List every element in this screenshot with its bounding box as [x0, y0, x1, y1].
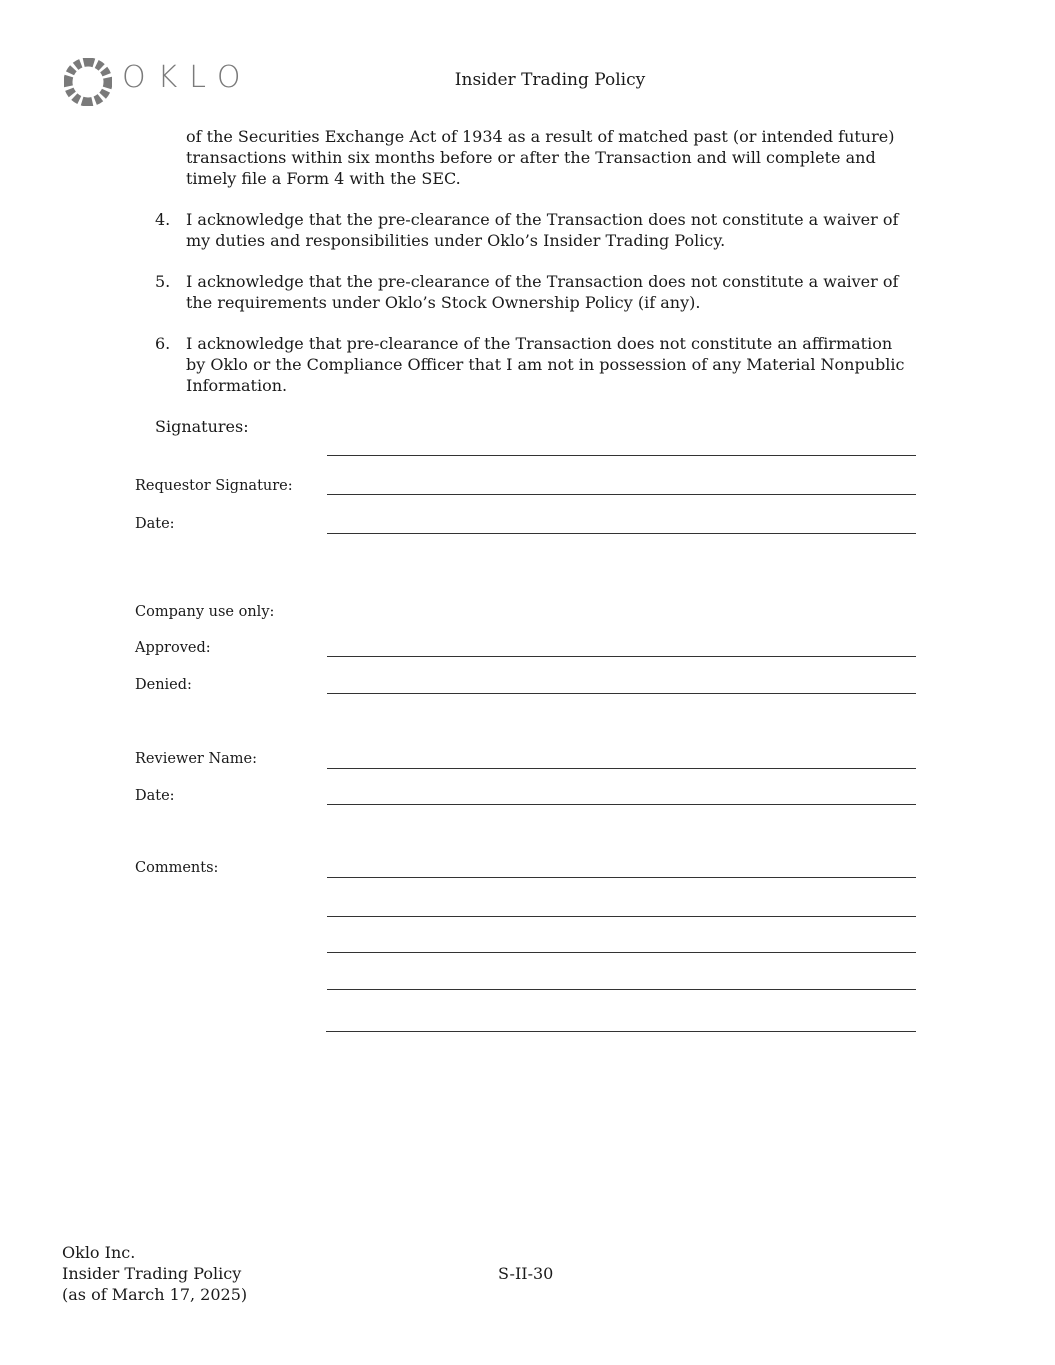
approved-line[interactable] — [327, 656, 916, 657]
list-item-number: 5. — [155, 272, 171, 291]
page-number: S-II-30 — [498, 1264, 554, 1283]
reviewer-name-label: Reviewer Name: — [135, 751, 257, 767]
date-label: Date: — [135, 516, 175, 532]
list-item-text: I acknowledge that the pre-clearance of the Transaction does not constitute a waiver of the requirements under Oklo’s Stock Ownership Policy (if any). — [186, 272, 899, 312]
comments-line[interactable] — [327, 989, 916, 990]
reviewer-name-line[interactable] — [327, 768, 916, 769]
logo-wordmark: OKLO — [122, 60, 253, 95]
footer-company: Oklo Inc. — [62, 1243, 136, 1262]
reviewer-date-label: Date: — [135, 788, 175, 804]
comments-line[interactable] — [327, 916, 916, 917]
approved-label: Approved: — [135, 640, 211, 656]
list-item-number: 6. — [155, 334, 171, 353]
signature-line[interactable] — [327, 455, 916, 456]
denied-label: Denied: — [135, 677, 192, 693]
footer-as-of: (as of March 17, 2025) — [62, 1285, 248, 1304]
reviewer-date-line[interactable] — [327, 804, 916, 805]
company-use-only-label: Company use only: — [135, 604, 275, 620]
date-line[interactable] — [327, 533, 916, 534]
requestor-signature-label: Requestor Signature: — [135, 478, 293, 494]
comments-line[interactable] — [327, 877, 916, 878]
comments-line[interactable] — [326, 1031, 916, 1032]
page-title: Insider Trading Policy — [454, 70, 646, 90]
footer-doc-title: Insider Trading Policy — [62, 1264, 242, 1283]
signatures-heading: Signatures: — [155, 417, 249, 436]
requestor-signature-line[interactable] — [327, 494, 916, 495]
continuation-paragraph: of the Securities Exchange Act of 1934 as a result of matched past (or intended future) transactions within six months before or after the Transaction and will complete and timely file a Form 4 with the SEC. — [186, 127, 895, 188]
list-item-text: I acknowledge that the pre-clearance of the Transaction does not constitute a waiver of my duties and responsibilities under Oklo’s Insider Trading Policy. — [186, 210, 899, 250]
list-item-text: I acknowledge that pre-clearance of the Transaction does not constitute an affirmation by Oklo or the Compliance Officer that I am not in possession of any Material Nonpublic Information. — [186, 334, 905, 395]
comments-line[interactable] — [327, 952, 916, 953]
list-item-number: 4. — [155, 210, 171, 229]
comments-label: Comments: — [135, 860, 219, 876]
denied-line[interactable] — [327, 693, 916, 694]
